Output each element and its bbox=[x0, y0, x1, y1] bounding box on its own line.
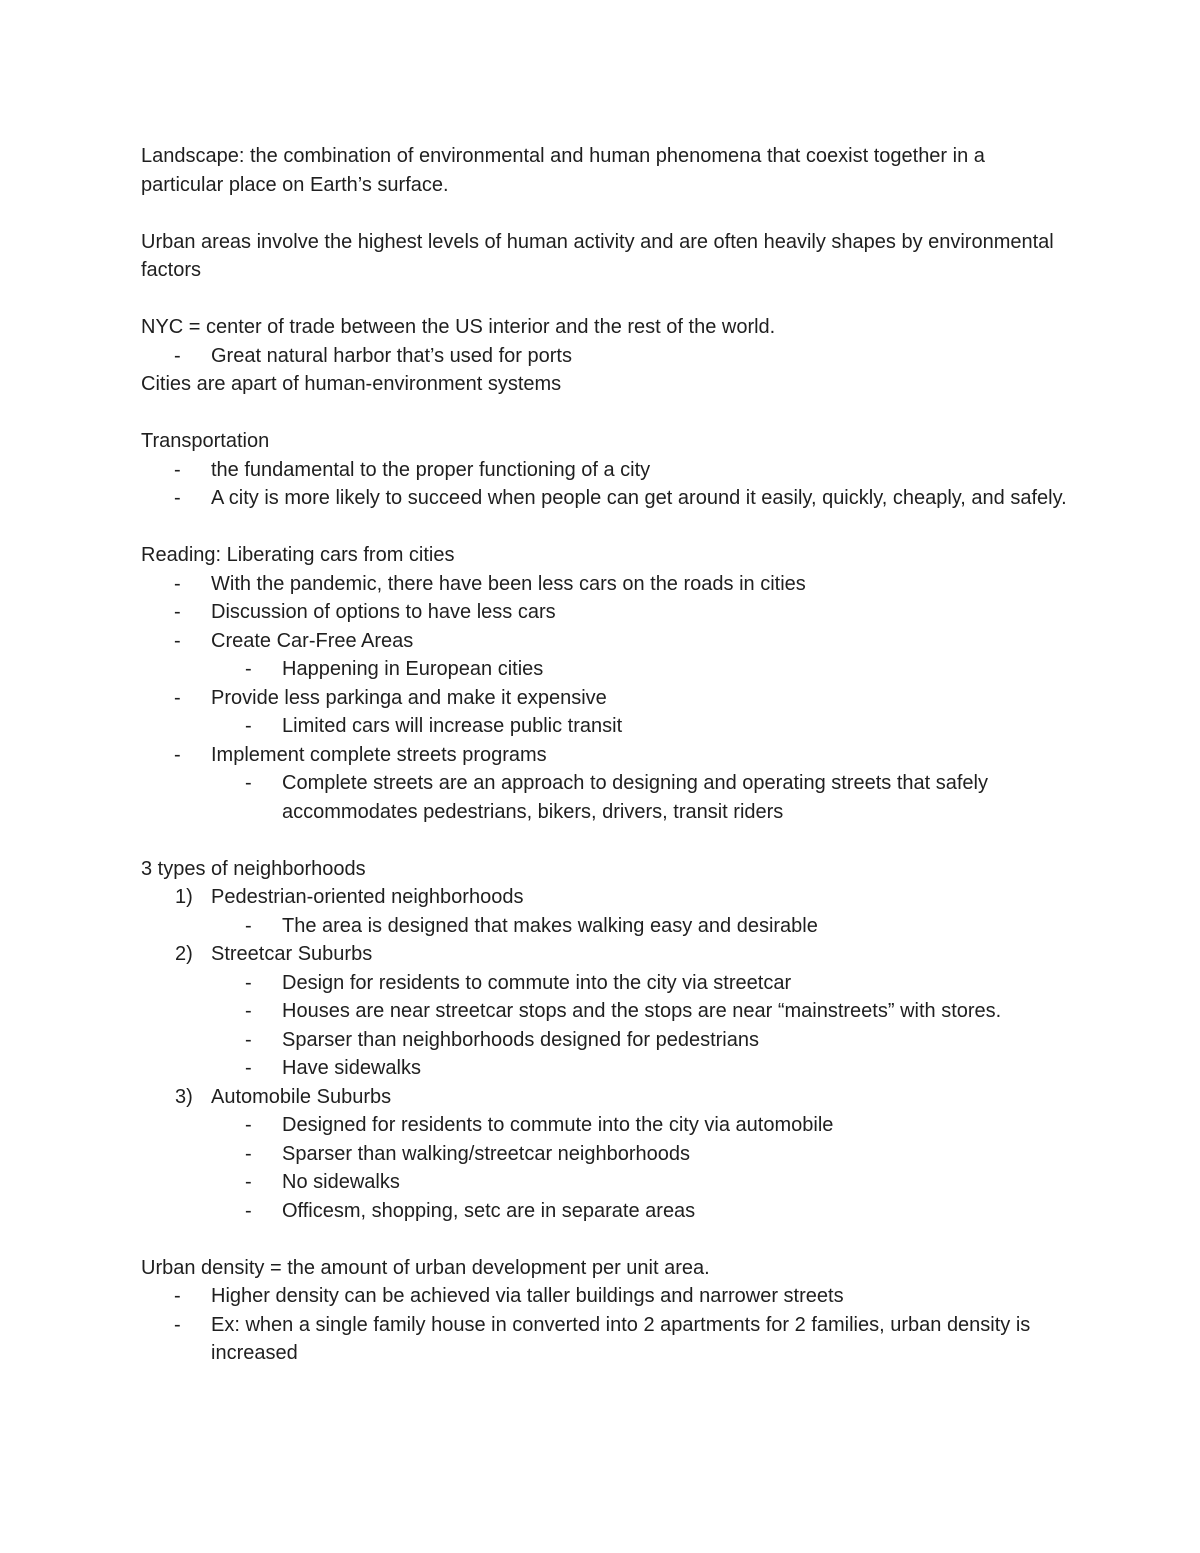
spacer bbox=[141, 199, 1071, 228]
sub-list-item bbox=[141, 969, 1071, 998]
list-item-text: Happening in European cities bbox=[282, 658, 544, 680]
neighborhoods-heading: 3 types of neighborhoods bbox=[141, 857, 366, 880]
bullet-dash: - bbox=[245, 1000, 252, 1022]
list-item bbox=[141, 1311, 1071, 1368]
cities-paragraph: Cities are apart of human-environment systems bbox=[141, 373, 562, 395]
list-item-text: Provide less parkinga and make it expensive bbox=[211, 686, 607, 709]
spacer bbox=[141, 285, 1071, 314]
list-item bbox=[141, 1282, 1071, 1311]
bullet-dash: - bbox=[245, 658, 252, 680]
bullet-dash: - bbox=[245, 914, 252, 937]
bullet-dash: - bbox=[245, 1114, 252, 1136]
list-item-text: No sidewalks bbox=[282, 1171, 400, 1193]
bullet-dash: - bbox=[245, 1171, 252, 1193]
list-item-text: Discussion of options to have less cars bbox=[211, 601, 556, 623]
bullet-dash: - bbox=[174, 344, 181, 367]
bullet-dash: - bbox=[245, 715, 252, 737]
list-item-text: Create Car-Free Areas bbox=[211, 629, 414, 652]
list-item bbox=[141, 627, 1071, 656]
bullet-dash: - bbox=[174, 572, 181, 595]
bullet-dash: - bbox=[245, 1028, 252, 1051]
sub-list-item bbox=[141, 912, 1071, 941]
bullet-dash: - bbox=[174, 686, 181, 709]
bullet-dash: - bbox=[174, 1313, 181, 1336]
numbered-list-item bbox=[141, 883, 1071, 912]
bullet-dash: - bbox=[174, 743, 181, 766]
list-item bbox=[141, 342, 1071, 371]
list-item-text: With the pandemic, there have been less cars on the roads in cities bbox=[211, 572, 806, 595]
bullet-dash: - bbox=[174, 458, 181, 481]
bullet-dash: - bbox=[174, 601, 181, 623]
bullet-dash: - bbox=[245, 971, 252, 994]
sub-list-item bbox=[141, 769, 1071, 826]
transportation-heading: Transportation bbox=[141, 430, 270, 452]
list-item-text: A city is more likely to succeed when people can get around it easily, quickly, cheaply, and safely. bbox=[211, 487, 1067, 509]
list-item-text: Ex: when a single family house in converted into 2 apartments for 2 families, urban density is increased bbox=[211, 1313, 1031, 1364]
list-item-text: Automobile Suburbs bbox=[211, 1085, 392, 1108]
list-item bbox=[141, 484, 1071, 513]
document-body bbox=[141, 142, 1071, 1368]
list-item-text: Houses are near streetcar stops and the stops are near “mainstreets” with stores. bbox=[282, 1000, 1002, 1022]
list-item-text: Complete streets are an approach to designing and operating streets that safely accommodates pedestrians, bikers, drivers, transit riders bbox=[282, 772, 988, 823]
urban-areas-paragraph: Urban areas involve the highest levels of human activity and are often heavily shapes by environmental factors bbox=[141, 230, 1054, 281]
bullet-dash: - bbox=[245, 1199, 252, 1222]
list-item-text: Implement complete streets programs bbox=[211, 743, 547, 766]
list-item-text: Limited cars will increase public transit bbox=[282, 715, 623, 737]
bullet-dash: - bbox=[245, 1142, 252, 1165]
bullet-dash: - bbox=[245, 772, 252, 794]
list-item-text: Sparser than walking/streetcar neighborhoods bbox=[282, 1142, 691, 1165]
numbered-list-item bbox=[141, 940, 1071, 969]
list-item-text: Pedestrian-oriented neighborhoods bbox=[211, 886, 524, 908]
nyc-paragraph: NYC = center of trade between the US interior and the rest of the world. bbox=[141, 316, 776, 338]
spacer bbox=[141, 1225, 1071, 1254]
numbered-list-item bbox=[141, 1083, 1071, 1112]
list-item bbox=[141, 456, 1071, 485]
density-heading: Urban density = the amount of urban development per unit area. bbox=[141, 1256, 710, 1279]
sub-list-item bbox=[141, 1054, 1071, 1083]
list-item-text: Streetcar Suburbs bbox=[211, 943, 373, 965]
list-item bbox=[141, 741, 1071, 770]
list-item bbox=[141, 598, 1071, 627]
sub-list-item bbox=[141, 712, 1071, 741]
sub-list-item bbox=[141, 1168, 1071, 1197]
list-item-text: Great natural harbor that’s used for ports bbox=[211, 344, 572, 367]
sub-list-item bbox=[141, 655, 1071, 684]
sub-list-item bbox=[141, 1140, 1071, 1169]
sub-list-item bbox=[141, 1026, 1071, 1055]
spacer bbox=[141, 399, 1071, 428]
spacer bbox=[141, 826, 1071, 855]
list-number: 1) bbox=[175, 886, 193, 908]
list-item-text: Officesm, shopping, setc are in separate areas bbox=[282, 1199, 696, 1222]
list-item-text: Sparser than neighborhoods designed for pedestrians bbox=[282, 1028, 759, 1051]
list-item-text: Higher density can be achieved via taller buildings and narrower streets bbox=[211, 1285, 844, 1307]
reading-heading: Reading: Liberating cars from cities bbox=[141, 544, 455, 566]
bullet-dash: - bbox=[245, 1057, 252, 1079]
bullet-dash: - bbox=[174, 1285, 181, 1307]
sub-list-item bbox=[141, 997, 1071, 1026]
list-item bbox=[141, 570, 1071, 599]
list-item-text: Design for residents to commute into the city via streetcar bbox=[282, 971, 792, 994]
list-item-text: The area is designed that makes walking easy and desirable bbox=[282, 914, 818, 937]
list-item-text: Have sidewalks bbox=[282, 1057, 421, 1079]
list-number: 3) bbox=[175, 1085, 193, 1108]
bullet-dash: - bbox=[174, 487, 181, 509]
sub-list-item bbox=[141, 1111, 1071, 1140]
landscape-definition: Landscape: the combination of environmental and human phenomena that coexist together in a particular place on Earth’s surface. bbox=[141, 145, 985, 196]
list-item-text: Designed for residents to commute into the city via automobile bbox=[282, 1114, 834, 1136]
list-item-text: the fundamental to the proper functioning of a city bbox=[211, 458, 651, 481]
list-item bbox=[141, 684, 1071, 713]
spacer bbox=[141, 513, 1071, 542]
list-number: 2) bbox=[175, 943, 193, 965]
bullet-dash: - bbox=[174, 629, 181, 652]
sub-list-item bbox=[141, 1197, 1071, 1226]
